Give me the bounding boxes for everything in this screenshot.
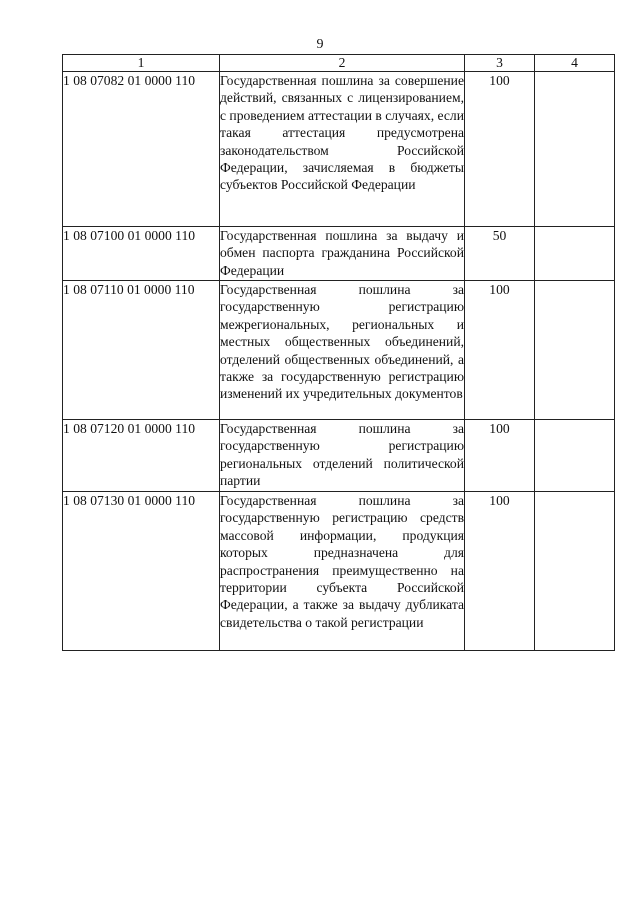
fee-amount: 100 [465, 72, 535, 227]
fee-description: Государственная пошлина за государственную регистрацию средств массовой информации, продукция которых предназначена для распространения преимущественно на территории субъекта Российской Федерации, а также за выдачу дубликата свидетельства о такой регистрации [220, 492, 465, 651]
table-row [63, 227, 615, 281]
table-row [63, 72, 615, 227]
fee-description: Государственная пошлина за совершение действий, связанных с лицензированием, с проведением аттестации в случаях, если такая аттестация предусмотрена законодательством Российской Федерации, зачисляемая в бюджеты субъектов Российской Федерации [220, 72, 465, 227]
fee-description: Государственная пошлина за государственную регистрацию региональных отделений политической партии [220, 420, 465, 492]
classification-code: 1 08 07110 01 0000 110 [63, 281, 220, 420]
empty-cell [535, 420, 615, 492]
table-row [63, 492, 615, 651]
table-row [63, 420, 615, 492]
column-header-2: 2 [220, 55, 465, 72]
empty-cell [535, 227, 615, 281]
empty-cell [535, 72, 615, 227]
fee-amount: 100 [465, 492, 535, 651]
classification-code: 1 08 07120 01 0000 110 [63, 420, 220, 492]
column-header-1: 1 [63, 55, 220, 72]
fees-table [62, 54, 615, 651]
empty-cell [535, 281, 615, 420]
classification-code: 1 08 07100 01 0000 110 [63, 227, 220, 281]
fee-amount: 100 [465, 420, 535, 492]
fee-amount: 50 [465, 227, 535, 281]
column-header-4: 4 [535, 55, 615, 72]
empty-cell [535, 492, 615, 651]
fee-description: Государственная пошлина за государственную регистрацию межрегиональных, региональных и местных общественных объединений, отделений общественных объединений, а также за государственную регистрацию изменений их учредительных документов [220, 281, 465, 420]
classification-code: 1 08 07130 01 0000 110 [63, 492, 220, 651]
header-row [63, 55, 615, 72]
classification-code: 1 08 07082 01 0000 110 [63, 72, 220, 227]
page-number: 9 [316, 37, 324, 52]
fee-amount: 100 [465, 281, 535, 420]
column-header-3: 3 [465, 55, 535, 72]
fee-description: Государственная пошлина за выдачу и обмен паспорта гражданина Российской Федерации [220, 227, 465, 281]
table-row [63, 281, 615, 420]
